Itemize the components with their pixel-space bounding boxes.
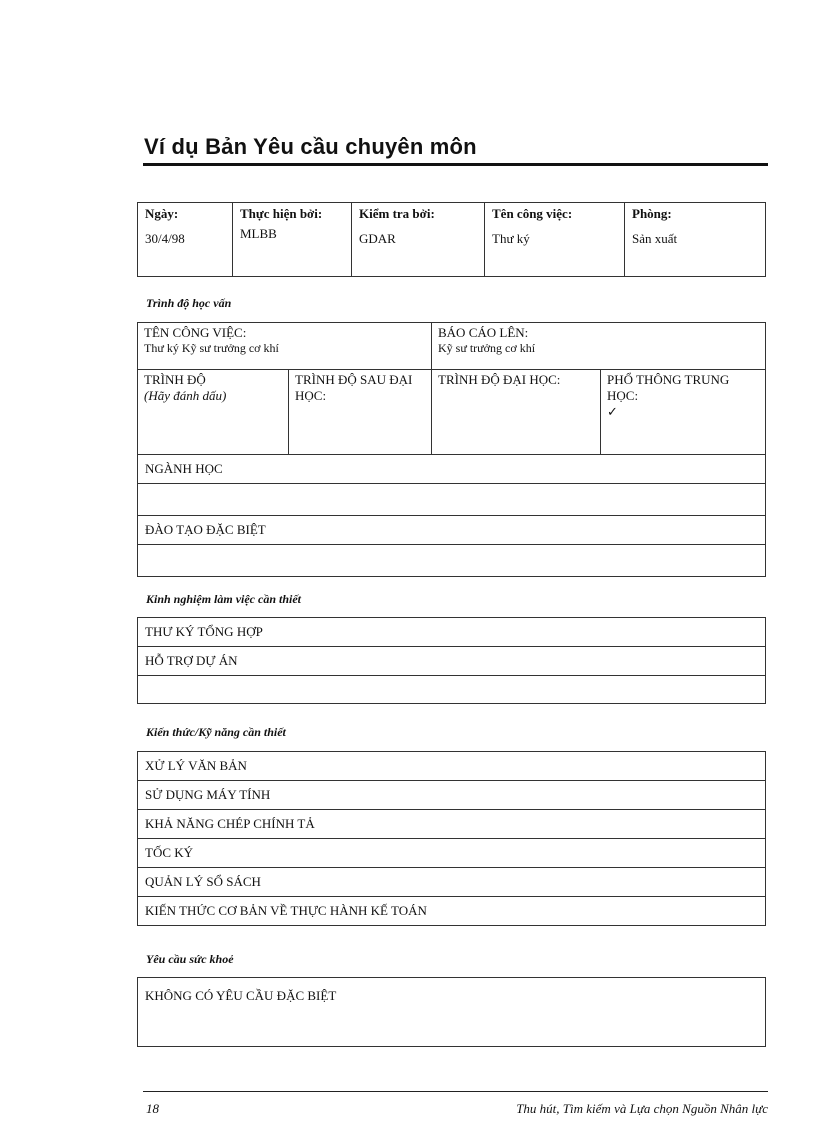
header-table [137,202,766,277]
checked-by-label: Kiểm tra bởi: [359,206,435,221]
level-cell [138,370,289,455]
report-to-cell [432,323,766,370]
experience-heading: Kinh nghiệm làm việc cần thiết [146,592,302,606]
checkmark-icon: ✓ [607,404,618,419]
checked-by-cell [352,203,485,277]
prepared-by-cell [233,203,352,277]
list-item: THƯ KÝ TỔNG HỢP [138,618,766,647]
list-item: TỐC KÝ [138,839,766,868]
prepared-by-value: MLBB [240,226,277,241]
postgrad-label: TRÌNH ĐỘ SAU ĐẠI HỌC: [295,372,413,403]
date-label: Ngày: [145,206,179,221]
job-name-cell [485,203,625,277]
checked-by-value: GDAR [359,231,396,246]
special-training-row: ĐÀO TẠO ĐẶC BIỆT [138,516,766,545]
health-value: KHÔNG CÓ YÊU CẦU ĐẶC BIỆT [138,978,766,1047]
skills-heading: Kiến thức/Kỹ năng cần thiết [146,725,286,739]
postgrad-cell [289,370,432,455]
page-number: 18 [146,1101,159,1116]
department-cell [625,203,766,277]
list-item: HỖ TRỢ DỰ ÁN [138,647,766,676]
list-item: KHẢ NĂNG CHÉP CHÍNH TẢ [138,810,766,839]
prepared-by-label: Thực hiện bởi: [240,206,323,221]
major-row: NGÀNH HỌC [138,455,766,484]
job-name-value: Thư ký [492,231,530,246]
job-title-cell [138,323,432,370]
health-table [137,977,766,1047]
experience-table [137,617,766,704]
list-item: XỬ LÝ VĂN BẢN [138,752,766,781]
date-cell [138,203,233,277]
skills-table [137,751,766,926]
university-cell [432,370,601,455]
page-title: Ví dụ Bản Yêu cầu chuyên môn [144,134,477,159]
department-value: Sản xuất [632,231,678,246]
title-underline [143,163,768,166]
highschool-cell [601,370,766,455]
highschool-label: PHỔ THÔNG TRUNG HỌC: [607,372,730,403]
job-name-label: Tên công việc: [492,206,573,221]
job-title-value: Thư ký Kỹ sư trưởng cơ khí [144,341,279,355]
department-label: Phòng: [632,206,672,221]
footer-rule [143,1091,768,1092]
report-to-label: BÁO CÁO LÊN: [438,325,529,340]
education-heading: Trình độ học vấn [146,296,232,310]
level-label: TRÌNH ĐỘ [144,372,206,387]
list-item: SỬ DỤNG MÁY TÍNH [138,781,766,810]
special-training-blank-row [138,545,766,577]
major-blank-row [138,484,766,516]
date-value: 30/4/98 [145,231,185,246]
blank-row [138,676,766,704]
university-label: TRÌNH ĐỘ ĐẠI HỌC: [438,372,561,387]
list-item: KIẾN THỨC CƠ BẢN VỀ THỰC HÀNH KẾ TOÁN [138,897,766,926]
list-item: QUẢN LÝ SỔ SÁCH [138,868,766,897]
book-title: Thu hút, Tìm kiếm và Lựa chọn Nguồn Nhân lực [516,1101,768,1116]
level-hint: (Hãy đánh dấu) [144,388,227,403]
education-table [137,322,766,577]
report-to-value: Kỹ sư trưởng cơ khí [438,341,536,355]
health-heading: Yêu cầu sức khoẻ [146,952,234,966]
job-title-label: TÊN CÔNG VIỆC: [144,325,247,340]
